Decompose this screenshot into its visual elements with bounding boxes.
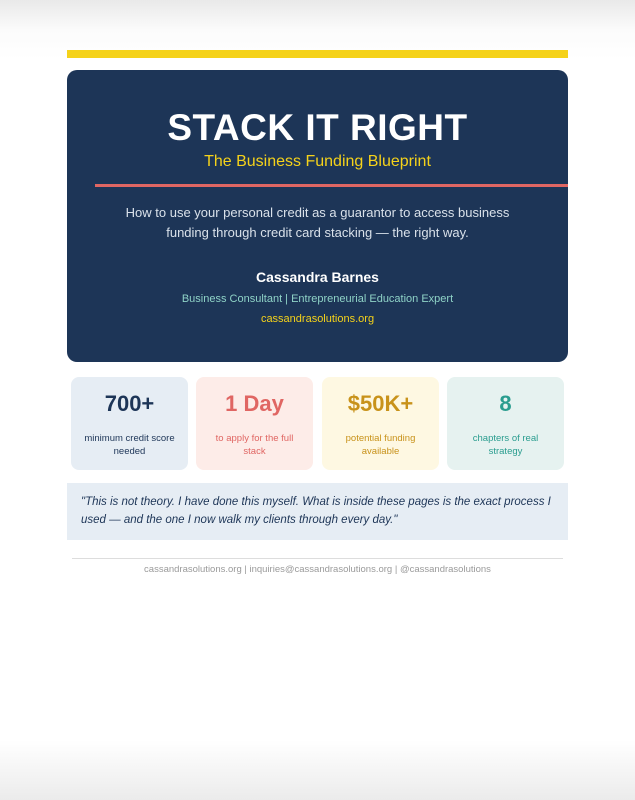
stat-card-funding [322,377,439,470]
cover-subtitle: The Business Funding Blueprint [204,153,431,170]
stat-label: chapters of real strategy [472,433,539,457]
stat-label: potential funding available [345,433,416,457]
stat-value: 8 [499,391,512,416]
author-role: Business Consultant | Entrepreneurial Education Expert [181,293,454,305]
author-name: Cassandra Barnes [256,269,379,285]
footer-divider [72,558,563,559]
stat-card-apply-time [196,377,313,470]
stat-card-chapters [447,377,564,470]
top-accent-bar [67,50,568,58]
cover-panel [67,70,568,362]
quote-block: "This is not theory. I have done this myself. What is inside these pages is the exact process I used — and the one I now walk my clients through every day." [67,483,568,540]
stat-value: 1 Day [225,391,284,416]
stat-value: 700+ [104,391,155,416]
website-link[interactable]: cassandrasolutions.org [260,313,375,325]
stat-value: $50K+ [347,391,414,416]
cover-title: STACK IT RIGHT [167,107,468,148]
footer-contact: cassandrasolutions.org | inquiries@cassandrasolutions.org | @cassandrasolutions [144,564,491,575]
stat-label: to apply for the full stack [215,433,294,457]
cover-description: How to use your personal credit as a guarantor to access business funding through credit card stacking — the right way. [125,205,510,240]
coral-divider [95,184,568,187]
stat-card-credit-score [71,377,188,470]
stat-label: minimum credit score needed [84,433,175,457]
